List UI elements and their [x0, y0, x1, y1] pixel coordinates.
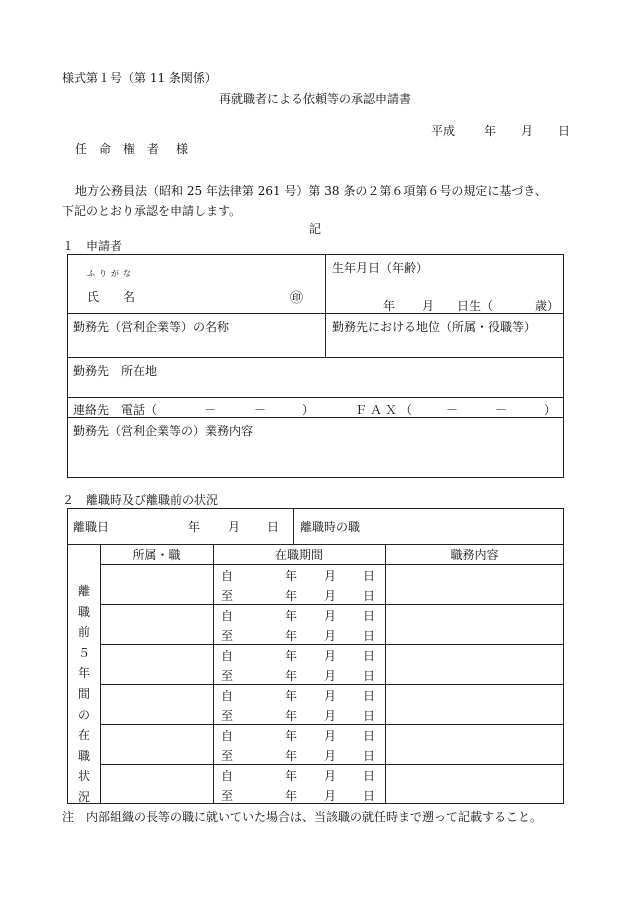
fax-close: ）	[544, 403, 557, 417]
ki-label: 記	[308, 222, 321, 236]
birth-label: 生年月日（年齢）	[332, 261, 429, 275]
period-month: 月	[324, 649, 337, 663]
retire-position-label: 離職時の職	[300, 520, 361, 534]
period-day: 日	[363, 649, 376, 663]
period-month: 月	[324, 749, 337, 763]
side-char: ５	[77, 645, 90, 660]
employer-address-label: 勤務先 所在地	[73, 364, 158, 378]
period-day: 日	[363, 789, 376, 803]
period-year: 年	[285, 749, 298, 763]
period-year: 年	[285, 709, 298, 723]
period-month: 月	[324, 609, 337, 623]
period-from: 自	[221, 569, 234, 583]
period-year: 年	[285, 729, 298, 743]
period-year: 年	[285, 689, 298, 703]
period-year: 年	[285, 609, 298, 623]
fax-dash-2: －	[495, 403, 508, 417]
retire-day: 日	[267, 520, 280, 534]
period-month: 月	[324, 629, 337, 643]
birth-year: 年	[383, 299, 396, 313]
retire-date-label: 離職日	[73, 520, 110, 534]
period-month: 月	[324, 729, 337, 743]
period-day: 日	[363, 629, 376, 643]
addressee-name: 任 命 権 者	[75, 142, 160, 156]
tel-dash-1: －	[204, 403, 217, 417]
birth-day: 日生（	[457, 299, 494, 313]
period-month: 月	[324, 569, 337, 583]
col-duties-header: 職務内容	[450, 548, 499, 562]
side-char: 離	[77, 584, 90, 598]
side-char: 状	[77, 769, 90, 784]
period-month: 月	[324, 589, 337, 603]
period-year: 年	[285, 569, 298, 583]
period-day: 日	[363, 749, 376, 763]
period-to: 至	[221, 789, 234, 803]
side-char: の	[77, 707, 90, 722]
period-month: 月	[324, 689, 337, 703]
contact-label: 連絡先 電話（	[73, 403, 158, 417]
form-number: 様式第１号（第 11 条関係）	[62, 71, 217, 85]
fax-label: ＦＡＸ（	[355, 403, 416, 417]
date-year: 年	[484, 124, 497, 138]
page-title: 再就職者による依頼等の承認申請書	[218, 92, 411, 106]
period-year: 年	[285, 589, 298, 603]
side-char: 間	[77, 687, 90, 701]
period-from: 自	[221, 769, 234, 783]
col-period-header: 在職期間	[274, 548, 323, 562]
period-to: 至	[221, 709, 234, 723]
tel-close: ）	[302, 403, 315, 417]
name-label: 氏 名	[87, 290, 136, 304]
period-to: 至	[221, 589, 234, 603]
body-line-1: 地方公務員法（昭和 25 年法律第 261 号）第 38 条の２第６項第６号の規定に基づき、	[75, 184, 547, 198]
side-char: 在	[77, 728, 90, 743]
side-char: 職	[77, 748, 90, 763]
section2-heading: ２ 離職時及び離職前の状況	[62, 493, 219, 507]
period-month: 月	[324, 669, 337, 683]
period-day: 日	[363, 609, 376, 623]
employer-position-label: 勤務先における地位（所属・役職等）	[332, 320, 537, 334]
period-year: 年	[285, 669, 298, 683]
date-day: 日	[558, 124, 571, 138]
period-year: 年	[285, 649, 298, 663]
birth-month: 月	[422, 299, 435, 313]
period-month: 月	[324, 769, 337, 783]
period-day: 日	[363, 709, 376, 723]
period-to: 至	[221, 629, 234, 643]
birth-age: 歳）	[535, 299, 560, 313]
side-char: 況	[77, 790, 90, 804]
period-day: 日	[363, 729, 376, 743]
period-day: 日	[363, 689, 376, 703]
period-from: 自	[221, 649, 234, 663]
period-month: 月	[324, 789, 337, 803]
body-line-2: 下記のとおり承認を申請します。	[62, 204, 242, 218]
fax-dash-1: －	[446, 403, 459, 417]
period-year: 年	[285, 769, 298, 783]
period-day: 日	[363, 569, 376, 583]
period-to: 至	[221, 669, 234, 683]
period-year: 年	[285, 789, 298, 803]
footnote: 注 内部組織の長等の職に就いていた場合は、当該職の就任時まで遡って記載すること。	[62, 810, 543, 824]
retire-month: 月	[228, 520, 241, 534]
period-day: 日	[363, 589, 376, 603]
period-day: 日	[363, 669, 376, 683]
side-char: 職	[77, 604, 90, 619]
date-month: 月	[521, 124, 534, 138]
period-from: 自	[221, 729, 234, 743]
seal-mark: ㊞	[290, 291, 304, 306]
tel-dash-2: －	[254, 403, 267, 417]
furigana-label: ふりがな	[87, 269, 135, 278]
employer-name-label: 勤務先（営利企業等）の名称	[73, 320, 230, 334]
period-day: 日	[363, 769, 376, 783]
retire-year: 年	[188, 520, 201, 534]
period-from: 自	[221, 689, 234, 703]
section1-heading: １ 申請者	[62, 239, 123, 253]
addressee-honorific: 様	[176, 142, 189, 156]
business-label: 勤務先（営利企業等の）業務内容	[73, 424, 254, 438]
period-month: 月	[324, 709, 337, 723]
date-era: 平成	[431, 124, 456, 138]
period-year: 年	[285, 629, 298, 643]
col-dept-header: 所属・職	[132, 548, 181, 562]
period-to: 至	[221, 749, 234, 763]
period-from: 自	[221, 609, 234, 623]
side-char: 年	[77, 666, 90, 681]
side-char: 前	[77, 625, 90, 640]
